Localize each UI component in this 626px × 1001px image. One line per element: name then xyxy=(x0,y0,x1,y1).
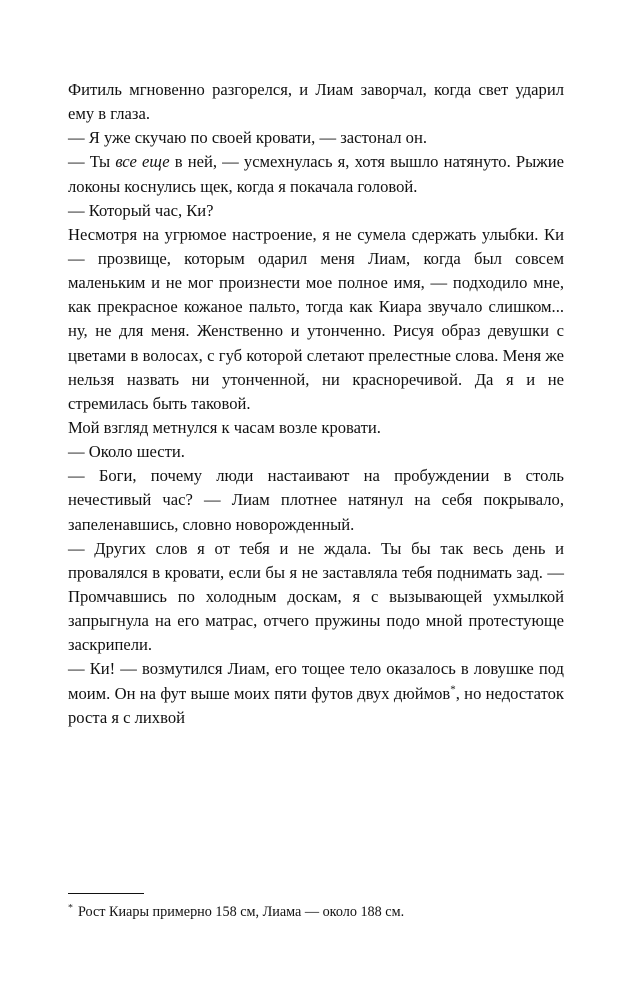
paragraph xyxy=(68,416,564,440)
footnote-reference-marker: * xyxy=(450,682,456,695)
text-run: Мой взгляд метнулся к часам возле кровати. xyxy=(68,417,381,437)
footnote-separator-rule xyxy=(68,893,144,894)
paragraph xyxy=(68,223,564,416)
text-run: в ней, — усмехнулась я, хотя вышло натянуто. Рыжие локоны коснулись щек, когда я покачала головой. xyxy=(68,152,564,196)
paragraph xyxy=(68,199,564,223)
page-body xyxy=(68,78,564,730)
paragraph xyxy=(68,537,564,658)
text-run: — Ты xyxy=(68,152,116,172)
footnote-body-text: Рост Киары примерно 158 см, Лиама — около 188 см. xyxy=(77,904,405,921)
text-run: — Ки! — возмутился Лиам, его тощее тело оказалось в ловушке под моим. Он на фут выше моих пяти футов двух дюймов xyxy=(68,659,564,703)
footnote-area xyxy=(68,893,564,923)
paragraph xyxy=(68,464,564,536)
paragraph xyxy=(68,440,564,464)
text-run: — Боги, почему люди настаивают на пробуждении в столь нечестивый час? — Лиам плотнее натянул на себя покрывало, запеленавшись, словно новорожденный. xyxy=(68,466,564,534)
text-run: — Я уже скучаю по своей кровати, — застонал он. xyxy=(68,128,427,148)
paragraph xyxy=(68,657,564,729)
paragraph xyxy=(68,78,564,126)
text-run-italic: все еще xyxy=(115,152,170,172)
text-run: — Который час, Ки? xyxy=(68,200,214,220)
text-run: Фитиль мгновенно разгорелся, и Лиам заворчал, когда свет ударил ему в глаза. xyxy=(68,80,564,124)
text-run: Несмотря на угрюмое настроение, я не сумела сдержать улыбки. Ки — прозвище, которым одарил меня Лиам, когда был совсем маленьким и не мог произнести мое полное имя, — подходило мне, как прекрасное кожаное пальто, тогда как Киара звучало слишком... ну, не для меня. Женственно и утонченно. Рисуя образ девушки с цветами в волосах, с губ которой слетают прелестные слова. Меня же нельзя назвать ни утонченной, ни красноречивой. Да я и не стремилась быть таковой. xyxy=(68,224,564,413)
text-run: — Около шести. xyxy=(68,442,185,462)
paragraph xyxy=(68,126,564,150)
footnote-marker: * xyxy=(68,902,73,914)
paragraph xyxy=(68,150,564,198)
text-run: — Других слов я от тебя и не ждала. Ты бы так весь день и провалялся в кровати, если бы я не заставляла тебя поднимать зад. — Промчавшись по холодным доскам, я с вызывающей ухмылкой запрыгнула на его матрас, отчего пружины подо мной протестующе заскрипели. xyxy=(68,538,564,655)
text-run: , но недостаток роста я с лихвой xyxy=(68,683,564,727)
footnote xyxy=(68,903,564,923)
